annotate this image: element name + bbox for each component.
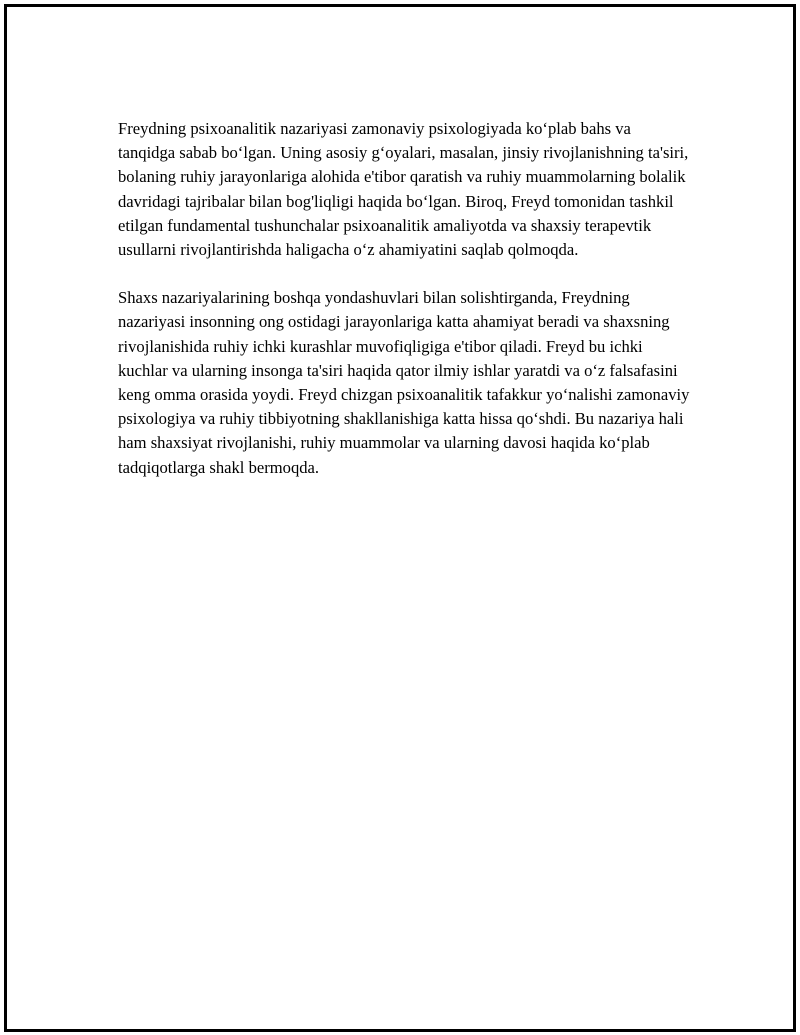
paragraph-2: Shaxs nazariyalarining boshqa yondashuvlari bilan solishtirganda, Freydning nazariyasi insonning ong ostidagi jarayonlariga katta ahamiyat beradi va shaxsning rivojlanishida ruhiy ichki kurashlar muvofiqligiga e'tibor qiladi. Freyd bu ichki kuchlar va ularning insonga ta'siri haqida qator ilmiy ishlar yaratdi va o‘z falsafasini keng omma orasida yoydi. Freyd chizgan psixoanalitik tafakkur yo‘nalishi zamonaviy psixologiya va ruhiy tibbiyotning shakllanishiga katta hissa qo‘shdi. Bu nazariya hali ham shaxsiyat rivojlanishi, ruhiy muammolar va ularning davosi haqida ko‘plab tadqiqotlarga shakl bermoqda. [118, 288, 690, 477]
paragraph-1: Freydning psixoanalitik nazariyasi zamonaviy psixologiyada ko‘plab bahs va tanqidga sabab bo‘lgan. Uning asosiy g‘oyalari, masalan, jinsiy rivojlanishning ta'siri, bolaning ruhiy jarayonlariga alohida e'tibor qaratish va ruhiy muammolarning bolalik davridagi tajribalar bilan bog'liqligi haqida bo‘lgan. Biroq, Freyd tomonidan tashkil etilgan fundamental tushunchalar psixoanalitik amaliyotda va shaxsiy terapevtik usullarni rivojlantirishda haligacha o‘z ahamiyatini saqlab qolmoqda. [118, 119, 689, 260]
document-body [118, 117, 690, 504]
